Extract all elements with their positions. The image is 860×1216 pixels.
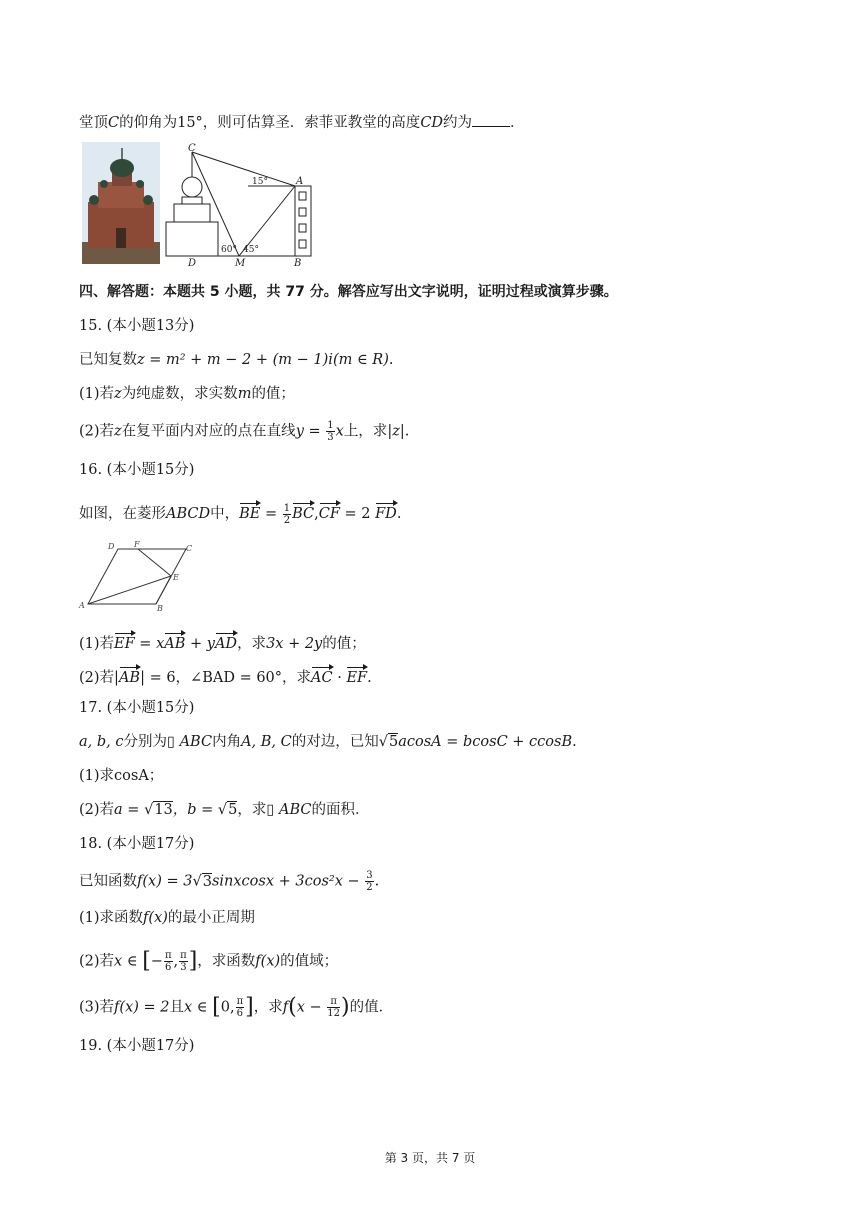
q14-text-end: ． xyxy=(510,115,525,131)
vector-ab: AB xyxy=(119,664,140,688)
vector-bc: BC xyxy=(292,500,314,524)
q18-p3-end: 的值． xyxy=(349,999,394,1016)
q15-p2-a: (2)若 xyxy=(79,423,115,440)
vector-ad: AD xyxy=(215,630,237,654)
frac-den: 2 xyxy=(283,514,291,526)
sqrt-5: 5 xyxy=(389,734,399,750)
q17-formula: acosA = bcosC + ccosB xyxy=(398,734,573,750)
q18-p3-b: 且 xyxy=(169,999,184,1016)
label-b: B xyxy=(157,604,163,613)
label-a: A xyxy=(79,601,85,610)
frac-den: 3 xyxy=(327,432,334,443)
q18-p1-f: f(x) xyxy=(143,910,168,926)
label-c: C xyxy=(188,143,196,154)
q15-p1-a: (1)若 xyxy=(79,386,115,402)
rhombus-figure xyxy=(76,540,202,614)
q15-p2-c: 上，求 xyxy=(343,423,388,440)
fraction-pi-12 xyxy=(327,996,340,1019)
frac-den: 2 xyxy=(366,882,373,893)
label-15deg: 15° xyxy=(252,177,268,187)
q17-abc-upper: A, B, C xyxy=(241,734,292,750)
q18-p2-c: 的值域； xyxy=(280,953,339,970)
label-e: E xyxy=(173,573,179,582)
label-m: M xyxy=(235,258,246,268)
label-b: B xyxy=(294,258,302,268)
cathedral-photo xyxy=(82,142,160,264)
vector-be: BE xyxy=(239,500,260,524)
q16-stem xyxy=(79,500,401,526)
q16-p1-plus: + y xyxy=(185,636,215,652)
fraction-three-halves xyxy=(365,870,373,893)
label-d: D xyxy=(188,258,197,268)
q16-p1-b: ，求 xyxy=(237,636,267,652)
q16-abcd: ABCD xyxy=(166,506,211,522)
q17-stem-c: 内角 xyxy=(212,734,242,750)
frac-den: 12 xyxy=(327,1008,340,1019)
q18-part2: (2)若x ∈ [− $\frac{\pi}{6}$ , $\frac{\pi}{3}$ ]，求函数f(x)的值域； xyxy=(79,948,339,974)
q16-p1-eq: = x xyxy=(134,636,165,652)
q15-p1-c: 的值； xyxy=(251,386,295,402)
q18-p3-f: f(x) = 2 xyxy=(114,999,170,1016)
figure-labels xyxy=(187,143,303,268)
q15-p2-abs: |z| xyxy=(387,423,405,440)
label-45deg: 45° xyxy=(243,245,259,255)
q15-p1-z: z xyxy=(114,386,122,402)
frac-num: π xyxy=(236,996,244,1007)
frac-den: 6 xyxy=(236,1008,244,1019)
q16-eq1: = xyxy=(260,506,282,522)
q17-part2: (2)若a = √13，b = √5，求▯ ABC的面积． xyxy=(79,802,370,818)
q17-triangle: ▯ ABC xyxy=(166,734,213,750)
q15-header: 15. (本小题13分) xyxy=(79,318,195,334)
q15-stem-end: . xyxy=(388,352,394,368)
frac-den: 3 xyxy=(180,962,187,973)
q16-p2-dot: · xyxy=(332,670,347,686)
frac-num: π xyxy=(164,950,172,961)
page-footer: 第 3 页，共 7 页 xyxy=(384,1151,476,1165)
q18-p3-a: (3)若 xyxy=(79,999,115,1016)
q15-stem xyxy=(79,350,393,370)
q18-p2-b: ，求函数 xyxy=(197,953,256,970)
q18-p3-g: f xyxy=(282,999,289,1016)
q16-p2-end: . xyxy=(367,670,372,686)
section-4-header: 四、解答题：本题共 5 小题，共 77 分。解答应写出文字说明，证明过程或演算步骤。 xyxy=(79,284,618,300)
q18-p1-b: 的最小正周期 xyxy=(167,910,255,926)
sqrt-13: 13 xyxy=(154,802,173,818)
q17-p2-triangle: ▯ ABC xyxy=(266,802,312,818)
q16-stem-a: 如图，在菱形 xyxy=(79,506,166,522)
vector-ab: AB xyxy=(164,630,185,654)
q15-p2-end: . xyxy=(404,423,410,440)
q17-stem-d: 的对边，已知 xyxy=(291,734,379,750)
q15-part1 xyxy=(79,384,295,404)
q15-p2-x: x xyxy=(335,423,344,440)
q17-part1: (1)求cosA； xyxy=(79,768,164,784)
q16-eq2: = 2 xyxy=(339,506,376,522)
label-a: A xyxy=(296,176,304,187)
q17-stem-b: 分别为 xyxy=(123,734,167,750)
frac-num: π xyxy=(327,996,340,1008)
q16-p1-c: 的值； xyxy=(322,636,366,652)
answer-blank xyxy=(472,112,510,127)
q16-p1-a: (1)若 xyxy=(79,636,115,652)
q14-figure xyxy=(82,142,322,268)
elevation-diagram xyxy=(166,152,311,256)
fraction-pi-3 xyxy=(179,950,188,973)
q16-part2 xyxy=(79,664,372,688)
q17-abc-lower: a, b, c xyxy=(79,734,124,750)
q16-p2-a: (2)若| xyxy=(79,670,119,686)
q17-stem-end: . xyxy=(572,734,577,750)
frac-num: 1 xyxy=(327,420,334,431)
sqrt-5b: 5 xyxy=(228,802,238,818)
vector-ac: AC xyxy=(311,664,333,688)
q18-p2-a: (2)若 xyxy=(79,953,115,970)
q17-p2-c: 的面积． xyxy=(311,802,370,818)
q17-p2-aeq: a = xyxy=(114,802,145,818)
q14-var-cd: CD xyxy=(420,115,444,131)
q16-part1 xyxy=(79,630,366,654)
q18-p3-c: ，求 xyxy=(253,999,283,1016)
q14-tail-line xyxy=(79,112,525,133)
q18-part1 xyxy=(79,908,255,928)
q18-p3-x: x ∈ xyxy=(184,999,213,1016)
label-d: D xyxy=(108,542,115,551)
q15-p1-b: 为纯虚数，求实数 xyxy=(121,386,238,402)
q18-p1-a: (1)求函数 xyxy=(79,910,144,926)
fraction-pi-6 xyxy=(164,950,173,973)
q16-comma: , xyxy=(314,506,319,522)
label-f: F xyxy=(134,540,140,549)
q16-stem-b: 中， xyxy=(210,506,240,522)
frac-num: 1 xyxy=(283,502,291,514)
fraction-one-third xyxy=(326,420,334,443)
q14-text-c: 约为 xyxy=(443,115,473,131)
vector-fd: FD xyxy=(375,500,397,524)
q16-p2-b: | = 6，∠BAD = 60°，求 xyxy=(140,670,312,686)
frac-num: π xyxy=(180,950,187,961)
q15-formula: z = m² + m − 2 + (m − 1)i(m ∈ R) xyxy=(137,352,389,368)
q14-var-c: C xyxy=(108,115,120,131)
q16-stem-end: . xyxy=(396,506,402,522)
q17-stem: a, b, c分别为▯ ABC内角A, B, C的对边，已知√5acosA = bcosC + ccosB. xyxy=(79,734,577,750)
q19-header: 19. (本小题17分) xyxy=(79,1038,195,1054)
q18-p2-f: f(x) xyxy=(255,953,281,970)
q17-p2-a: (2)若 xyxy=(79,802,115,818)
q18-p2-x: x ∈ xyxy=(114,953,143,970)
q18-mid: sinxcosx + 3cos²x − xyxy=(211,873,365,890)
q17-p2-b: ，求 xyxy=(237,802,267,818)
fraction-pi-6b xyxy=(236,996,245,1019)
q15-part2 xyxy=(79,420,409,443)
frac-num: 3 xyxy=(366,870,373,881)
q15-p2-y: y = xyxy=(295,423,321,440)
q15-p2-z: z xyxy=(114,423,122,440)
q18-stem: 已知函数f(x) = 3√3sinxcosx + 3cos²x − $\frac{3}{2}$ . xyxy=(79,870,380,893)
q16-p1-expr: 3x + 2y xyxy=(266,636,323,652)
q15-stem-text: 已知复数 xyxy=(79,352,137,368)
q18-p3-gx: x − xyxy=(296,999,327,1016)
vector-ef: EF xyxy=(114,630,135,654)
q15-p2-b: 在复平面内对应的点在直线 xyxy=(121,423,296,440)
q18-header: 18. (本小题17分) xyxy=(79,836,195,852)
frac-den: 6 xyxy=(165,962,172,973)
q17-header: 17. (本小题15分) xyxy=(79,700,195,716)
q14-text-b: 的仰角为15°，则可估算圣．索菲亚教堂的高度 xyxy=(119,115,421,131)
fraction-one-half xyxy=(283,503,291,526)
q18-f: f(x) = 3 xyxy=(137,873,193,890)
label-60deg: 60° xyxy=(221,245,237,255)
q16-header: 16. (本小题15分) xyxy=(79,462,195,478)
sqrt-3: 3 xyxy=(202,873,212,890)
q18-part3: (3)若f(x) = 2且x ∈ [0, $\frac{\pi}{6}$ ]，求f(x − $\frac{\pi}{12}$ )的值． xyxy=(79,994,394,1020)
q17-p2-beq: ，b = xyxy=(172,802,218,818)
label-c: C xyxy=(186,544,193,553)
q14-text-a: 堂顶 xyxy=(79,115,108,131)
q18-stem-a: 已知函数 xyxy=(79,873,137,890)
vector-cf: CF xyxy=(319,500,340,524)
q18-stem-end: . xyxy=(374,873,380,890)
vector-ef: EF xyxy=(346,664,367,688)
q15-p1-m: m xyxy=(237,386,252,402)
